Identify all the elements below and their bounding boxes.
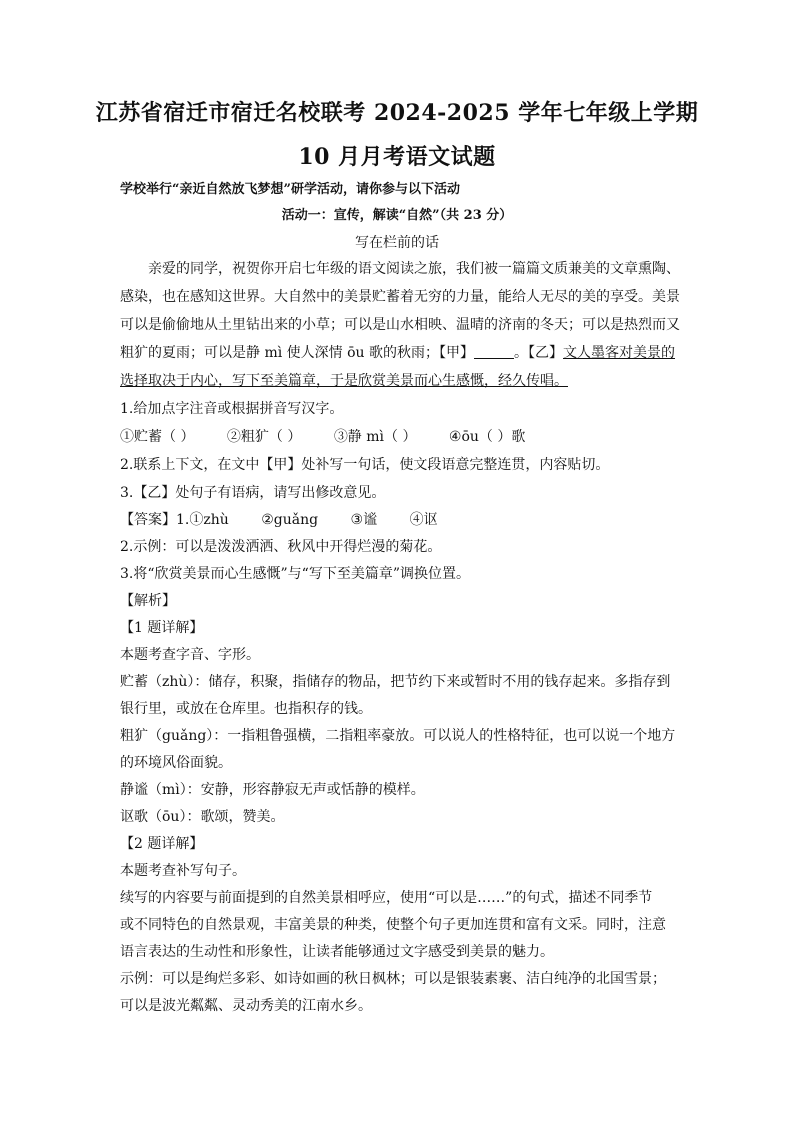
q1-option-4: ④ōu（ ）歌	[448, 429, 526, 445]
activity-lead: 学校举行“亲近自然放飞梦想”研学活动，请你参与以下活动	[120, 182, 460, 197]
analysis-q2-para-2: 或不同特色的自然景观，丰富美景的种类，使整个句子更加连贯和富有文采。同时，注意	[120, 917, 666, 933]
question-1: 1.给加点字注音或根据拼音写汉字。	[120, 401, 344, 417]
analysis-heading: 【解析】	[120, 593, 176, 609]
activity-heading: 活动一：宣传，解读“自然”（共 23 分）	[281, 208, 513, 223]
analysis-ouge: 讴歌（ōu）：歌颂，赞美。	[120, 809, 285, 825]
analysis-q2-para-3: 语言表达的生动性和形象性，让读者能够通过文字感受到美景的魅力。	[120, 944, 554, 960]
question-3: 3.【乙】处句子有语病，请写出修改意见。	[120, 485, 386, 501]
analysis-q2-intro: 本题考查补写句子。	[120, 863, 246, 879]
analysis-zhuxu-1: 贮蓄（zhù）：储存，积聚，指储存的物品，把节约下来或暂时不用的钱存起来。多指存到	[120, 674, 671, 690]
answer-3: 3.将“欣赏美景而心生感慨”与“写下至美篇章”调换位置。	[120, 566, 470, 582]
essay-line-3: 可以是偷偷地从土里钻出来的小草；可以是山水相映、温晴的济南的冬天；可以是热烈而又	[120, 317, 680, 333]
page-title-line2: 10 月月考语文试题	[298, 144, 496, 170]
analysis-q2-heading: 【2 题详解】	[120, 836, 204, 852]
page-title-line1: 江苏省宿迁市宿迁名校联考 2024-2025 学年七年级上学期	[95, 100, 699, 126]
essay-line-2: 感染，也在感知这世界。大自然中的美景贮蓄着无穷的力量，能给人无尽的美的享受。美景	[120, 289, 680, 305]
analysis-q2-example-1: 示例：可以是绚烂多彩、如诗如画的秋日枫林；可以是银装素裹、洁白纯净的北国雪景；	[120, 971, 666, 987]
analysis-q1-intro: 本题考查字音、字形。	[120, 647, 260, 663]
analysis-cuguang-2: 的环境风俗面貌。	[120, 755, 232, 771]
essay-line-5-underlined: 选择取决于内心，写下至美篇章，于是欣赏美景而心生感慨，经久传唱。	[120, 373, 568, 389]
analysis-q2-para-1: 续写的内容要与前面提到的自然美景相呼应，使用“可以是……”的句式，描述不同季节	[120, 890, 653, 906]
answer-1-item-3: ③谧	[350, 512, 378, 528]
q1-option-1: ①贮蓄（ ）	[120, 429, 195, 445]
question-2: 2.联系上下文，在文中【甲】处补写一句话，使文段语意完整连贯，内容贴切。	[120, 457, 610, 473]
analysis-cuguang-1: 粗犷（guǎng）：一指粗鲁强横，二指粗率豪放。可以说人的性格特征，也可以说一个地方	[120, 728, 676, 744]
q1-option-3: ③静 mì（ ）	[333, 429, 417, 445]
analysis-zhuxu-2: 银行里，或放在仓库里。也指积存的钱。	[120, 701, 372, 717]
answer-label: 【答案】1.	[120, 512, 190, 528]
essay-line-4-underlined: 文人墨客对美景的	[563, 345, 675, 361]
answer-1-item-1: ①zhù	[189, 512, 229, 528]
essay-line-4-a: 粗犷的夏雨；可以是静 mì 使人深情 ōu 歌的秋雨；【甲】	[120, 345, 474, 361]
answer-1	[120, 509, 438, 529]
question-1-options	[120, 426, 525, 446]
essay-line-1: 亲爱的同学，祝贺你开启七年级的语文阅读之旅，我们被一篇篇文质兼美的文章熏陶、	[148, 261, 680, 277]
analysis-q2-example-2: 可以是波光粼粼、灵动秀美的江南水乡。	[120, 998, 372, 1014]
essay-title: 写在栏前的话	[355, 235, 439, 251]
essay-line-4	[120, 342, 675, 362]
answer-1-item-4: ④讴	[409, 512, 438, 528]
analysis-jingmi: 静谧（mì）：安静，形容静寂无声或恬静的模样。	[120, 782, 425, 798]
answer-1-item-2: ②guǎng	[261, 512, 319, 528]
answer-2: 2.示例：可以是泼泼洒洒、秋风中开得烂漫的菊花。	[120, 539, 442, 555]
essay-line-4-b: 。【乙】	[514, 345, 563, 361]
answer-blank	[474, 344, 514, 359]
analysis-q1-heading: 【1 题详解】	[120, 620, 204, 636]
q1-option-2: ②粗犷（ ）	[226, 429, 302, 445]
